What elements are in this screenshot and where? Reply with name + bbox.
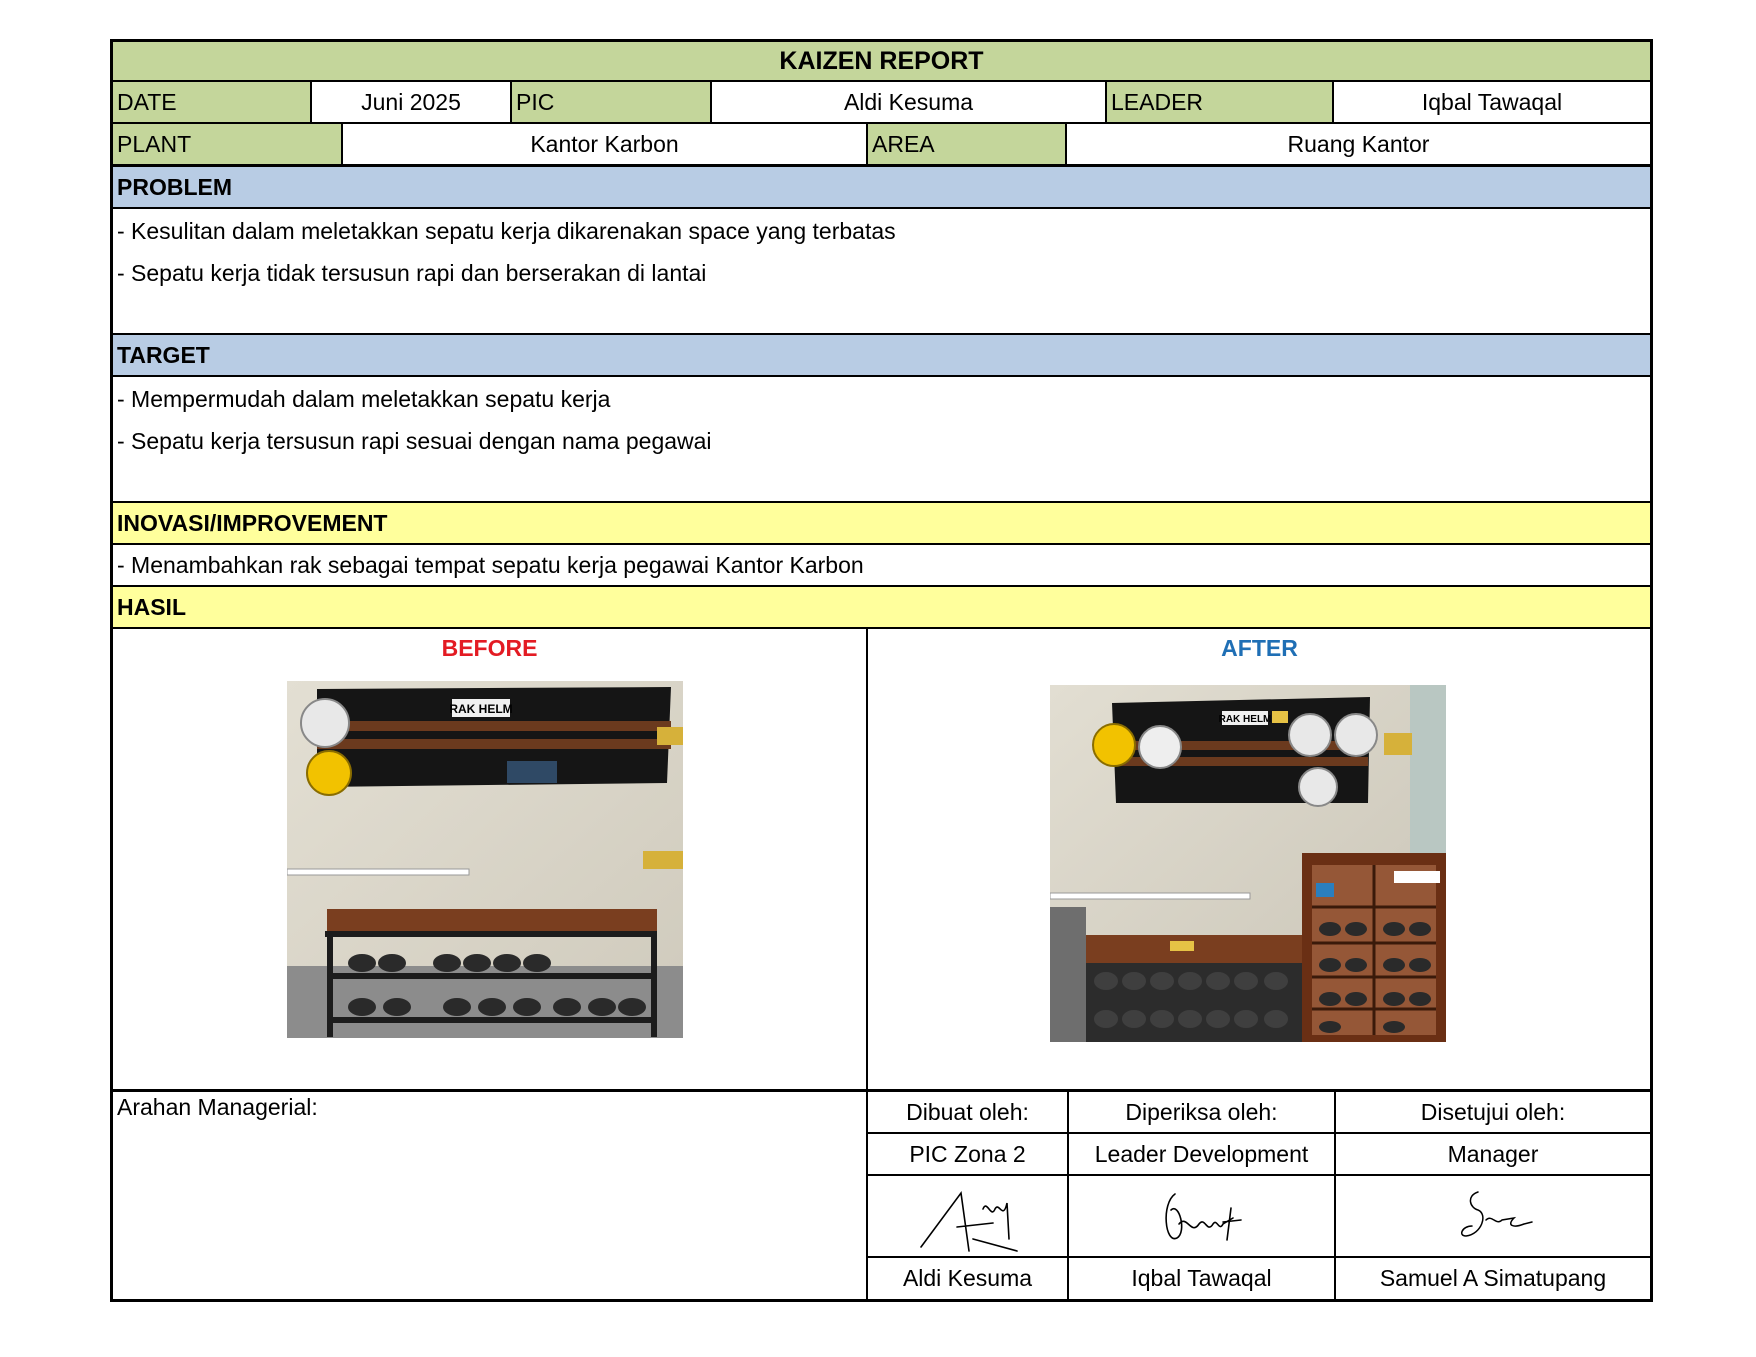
approved-by-signature-cell: [1334, 1176, 1650, 1256]
area-label: AREA: [866, 124, 1065, 164]
date-value: Juni 2025: [310, 82, 510, 122]
improvement-heading-row: [113, 503, 1650, 545]
problem-body: [113, 209, 1650, 335]
leader-label: LEADER: [1105, 82, 1332, 122]
before-sign-text: RAK HELM: [449, 702, 513, 716]
approval-role-row: [868, 1134, 1650, 1176]
plant-label: PLANT: [113, 124, 341, 164]
plant-value: Kantor Karbon: [341, 124, 866, 164]
made-by-label: Dibuat oleh:: [906, 1098, 1029, 1125]
area-value: Ruang Kantor: [1065, 124, 1650, 164]
pic-value: Aldi Kesuma: [710, 82, 1105, 122]
result-photos: [113, 629, 1650, 1092]
approval-section: [113, 1092, 1650, 1299]
target-heading: TARGET: [117, 341, 210, 368]
approval-signature-row: [868, 1176, 1650, 1258]
made-by-name: Aldi Kesuma: [902, 1265, 1033, 1291]
made-by-role: PIC Zona 2: [909, 1140, 1026, 1167]
report-title: KAIZEN REPORT: [779, 46, 984, 75]
title-row: [113, 42, 1650, 82]
result-heading: HASIL: [117, 593, 186, 620]
problem-line: - Kesulitan dalam meletakkan sepatu kerja dikarenakan space yang terbatas: [117, 218, 896, 244]
checked-by-signature: [1157, 1184, 1247, 1248]
target-line: - Sepatu kerja tersusun rapi sesuai dengan nama pegawai: [117, 428, 712, 454]
approval-name-row: [868, 1258, 1650, 1299]
checked-by-signature-cell: [1067, 1176, 1334, 1256]
approved-by-role: Manager: [1334, 1134, 1650, 1174]
improvement-line: - Menambahkan rak sebagai tempat sepatu kerja pegawai Kantor Karbon: [117, 551, 864, 578]
problem-heading: PROBLEM: [117, 173, 232, 200]
target-line: - Mempermudah dalam meletakkan sepatu kerja: [117, 386, 611, 412]
improvement-body: [113, 545, 1650, 587]
approved-by-name: Samuel A Simatupang: [1334, 1258, 1650, 1299]
target-heading-row: [113, 335, 1650, 377]
approved-by-signature: [1448, 1186, 1538, 1246]
checked-by-name: Iqbal Tawaqal: [1067, 1258, 1334, 1299]
photo-divider: [866, 629, 868, 1089]
after-photo: [1050, 685, 1446, 1042]
after-sign-text: RAK HELM: [1218, 714, 1272, 725]
made-by-signature-cell: [868, 1176, 1067, 1256]
before-label: BEFORE: [441, 635, 538, 661]
target-body: [113, 377, 1650, 503]
approval-header-row: [868, 1092, 1650, 1134]
checked-by-label: Diperiksa oleh:: [1067, 1092, 1334, 1132]
approval-table: [866, 1092, 1650, 1299]
checked-by-role: Leader Development: [1067, 1134, 1334, 1174]
pic-label: PIC: [510, 82, 710, 122]
approved-by-label: Disetujui oleh:: [1334, 1092, 1650, 1132]
result-heading-row: [113, 587, 1650, 629]
made-by-signature: [913, 1179, 1023, 1253]
leader-value: Iqbal Tawaqal: [1332, 82, 1650, 122]
improvement-heading: INOVASI/IMPROVEMENT: [117, 509, 388, 536]
managerial-directive-label: Arahan Managerial:: [117, 1094, 318, 1120]
kaizen-report-sheet: [110, 39, 1653, 1302]
after-label: AFTER: [1221, 635, 1298, 661]
problem-heading-row: [113, 167, 1650, 209]
date-label: DATE: [113, 82, 310, 122]
date-pic-leader-row: [113, 82, 1650, 124]
problem-line: - Sepatu kerja tidak tersusun rapi dan berserakan di lantai: [117, 260, 707, 286]
plant-area-row: [113, 124, 1650, 167]
before-photo: [287, 681, 683, 1038]
